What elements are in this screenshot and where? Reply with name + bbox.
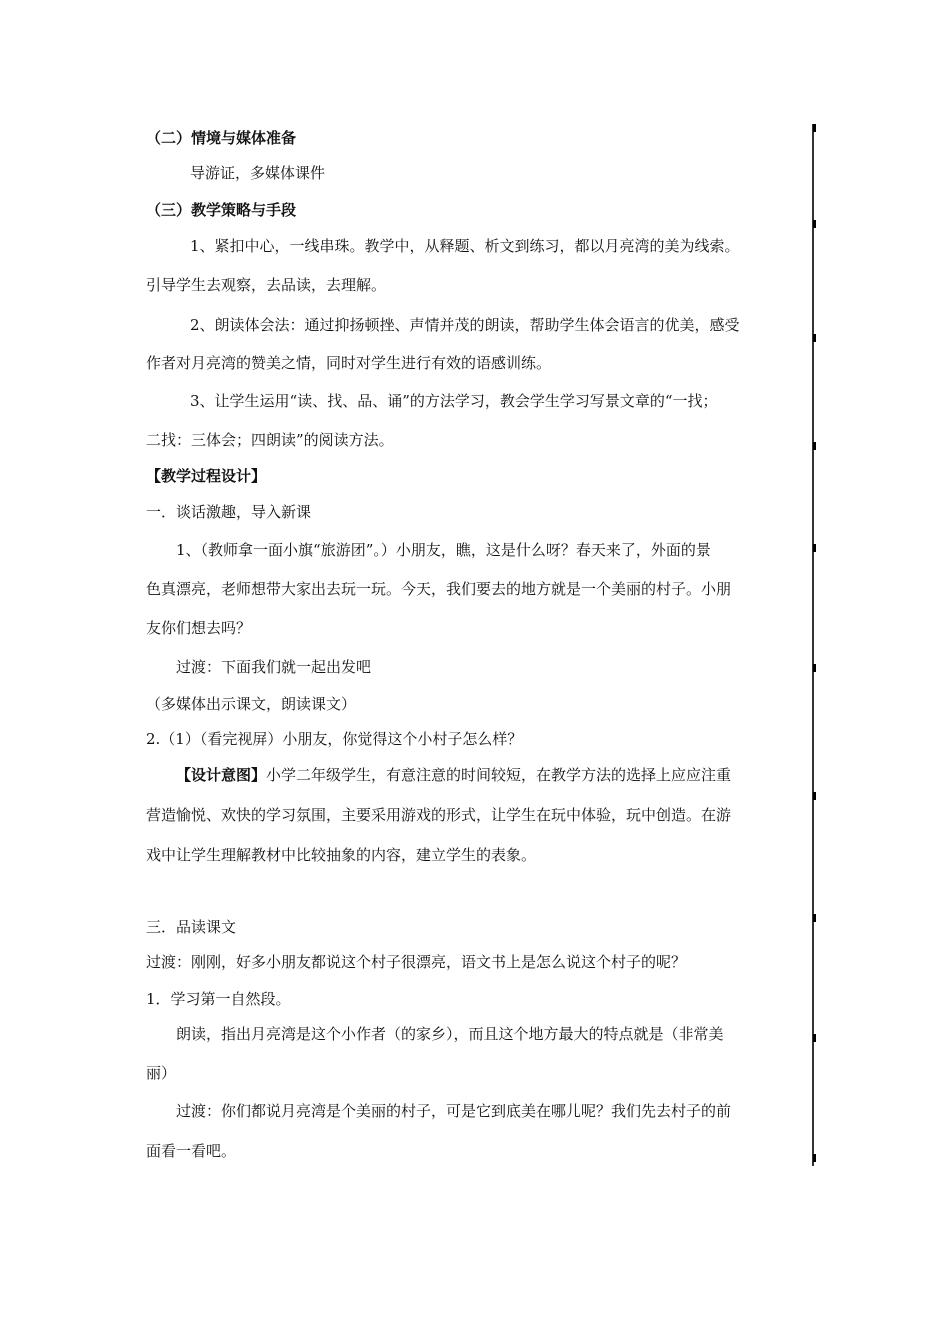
paragraph-line: 朗读，指出月亮湾是这个小作者（的家乡），而且这个地方最大的特点就是（非常美 [176, 1025, 724, 1043]
paragraph-line: 引导学生去观察，去品读，去理解。 [146, 276, 387, 294]
paragraph-line: 作者对月亮湾的赞美之情，同时对学生进行有效的语感训练。 [146, 354, 552, 372]
paragraph-line: 过渡：你们都说月亮湾是个美丽的村子，可是它到底美在哪儿呢？我们先去村子的前 [176, 1102, 732, 1120]
paragraph-line: 3、让学生运用“读、找、品、诵”的方法学习，教会学生学习写景文章的“一找； [190, 392, 718, 410]
paragraph-line: 丽） [146, 1064, 177, 1082]
paragraph-line: 友你们想去吗？ [146, 619, 252, 637]
paragraph-line: 色真漂亮，老师想带大家出去玩一玩。今天，我们要去的地方就是一个美丽的村子。小朋 [146, 580, 732, 598]
paragraph-line: 二找：三体会；四朗读”的阅读方法。 [146, 431, 394, 449]
paragraph-line: （多媒体出示课文，朗读课文） [146, 695, 357, 713]
paragraph-line: 戏中让学生理解教材中比较抽象的内容，建立学生的表象。 [146, 846, 537, 864]
margin-rule [812, 124, 816, 1166]
design-intent-text: 小学二年级学生，有意注意的时间较短，在教学方法的选择上应应注重 [266, 766, 732, 784]
section-heading-strategy: （三）教学策略与手段 [146, 201, 297, 219]
paragraph-line: 2.（1）（看完视屏）小朋友，你觉得这个小村子怎么样？ [146, 730, 523, 748]
design-intent-line [176, 765, 731, 785]
paragraph-line: 面看一看吧。 [146, 1142, 237, 1160]
design-intent-label: 【设计意图】 [176, 766, 267, 784]
paragraph-line: 1、紧扣中心，一线串珠。教学中，从释题、析文到练习，都以月亮湾的美为线索。 [190, 237, 740, 255]
section-heading-process: 【教学过程设计】 [146, 467, 267, 485]
paragraph-line: 营造愉悦、欢快的学习氛围，主要采用游戏的形式，让学生在玩中体验，玩中创造。在游 [146, 806, 732, 824]
paragraph-line: 过渡：下面我们就一起出发吧 [176, 658, 372, 676]
paragraph-line: 1、（教师拿一面小旗“旅游团”。）小朋友，瞧，这是什么呀？春天来了，外面的景 [176, 541, 711, 559]
paragraph-line: 导游证，多媒体课件 [190, 164, 326, 182]
subheading-reading: 三．品读课文 [146, 918, 237, 936]
paragraph-line: 2、朗读体会法：通过抑扬顿挫、声情并茂的朗读，帮助学生体会语言的优美，感受 [190, 316, 740, 334]
paragraph-line: 1．学习第一自然段。 [146, 990, 291, 1008]
section-heading-media: （二）情境与媒体准备 [146, 129, 297, 147]
subheading-intro: 一．谈话激趣，导入新课 [146, 503, 312, 521]
paragraph-line: 过渡：刚刚，好多小朋友都说这个村子很漂亮，语文书上是怎么说这个村子的呢？ [146, 953, 687, 971]
